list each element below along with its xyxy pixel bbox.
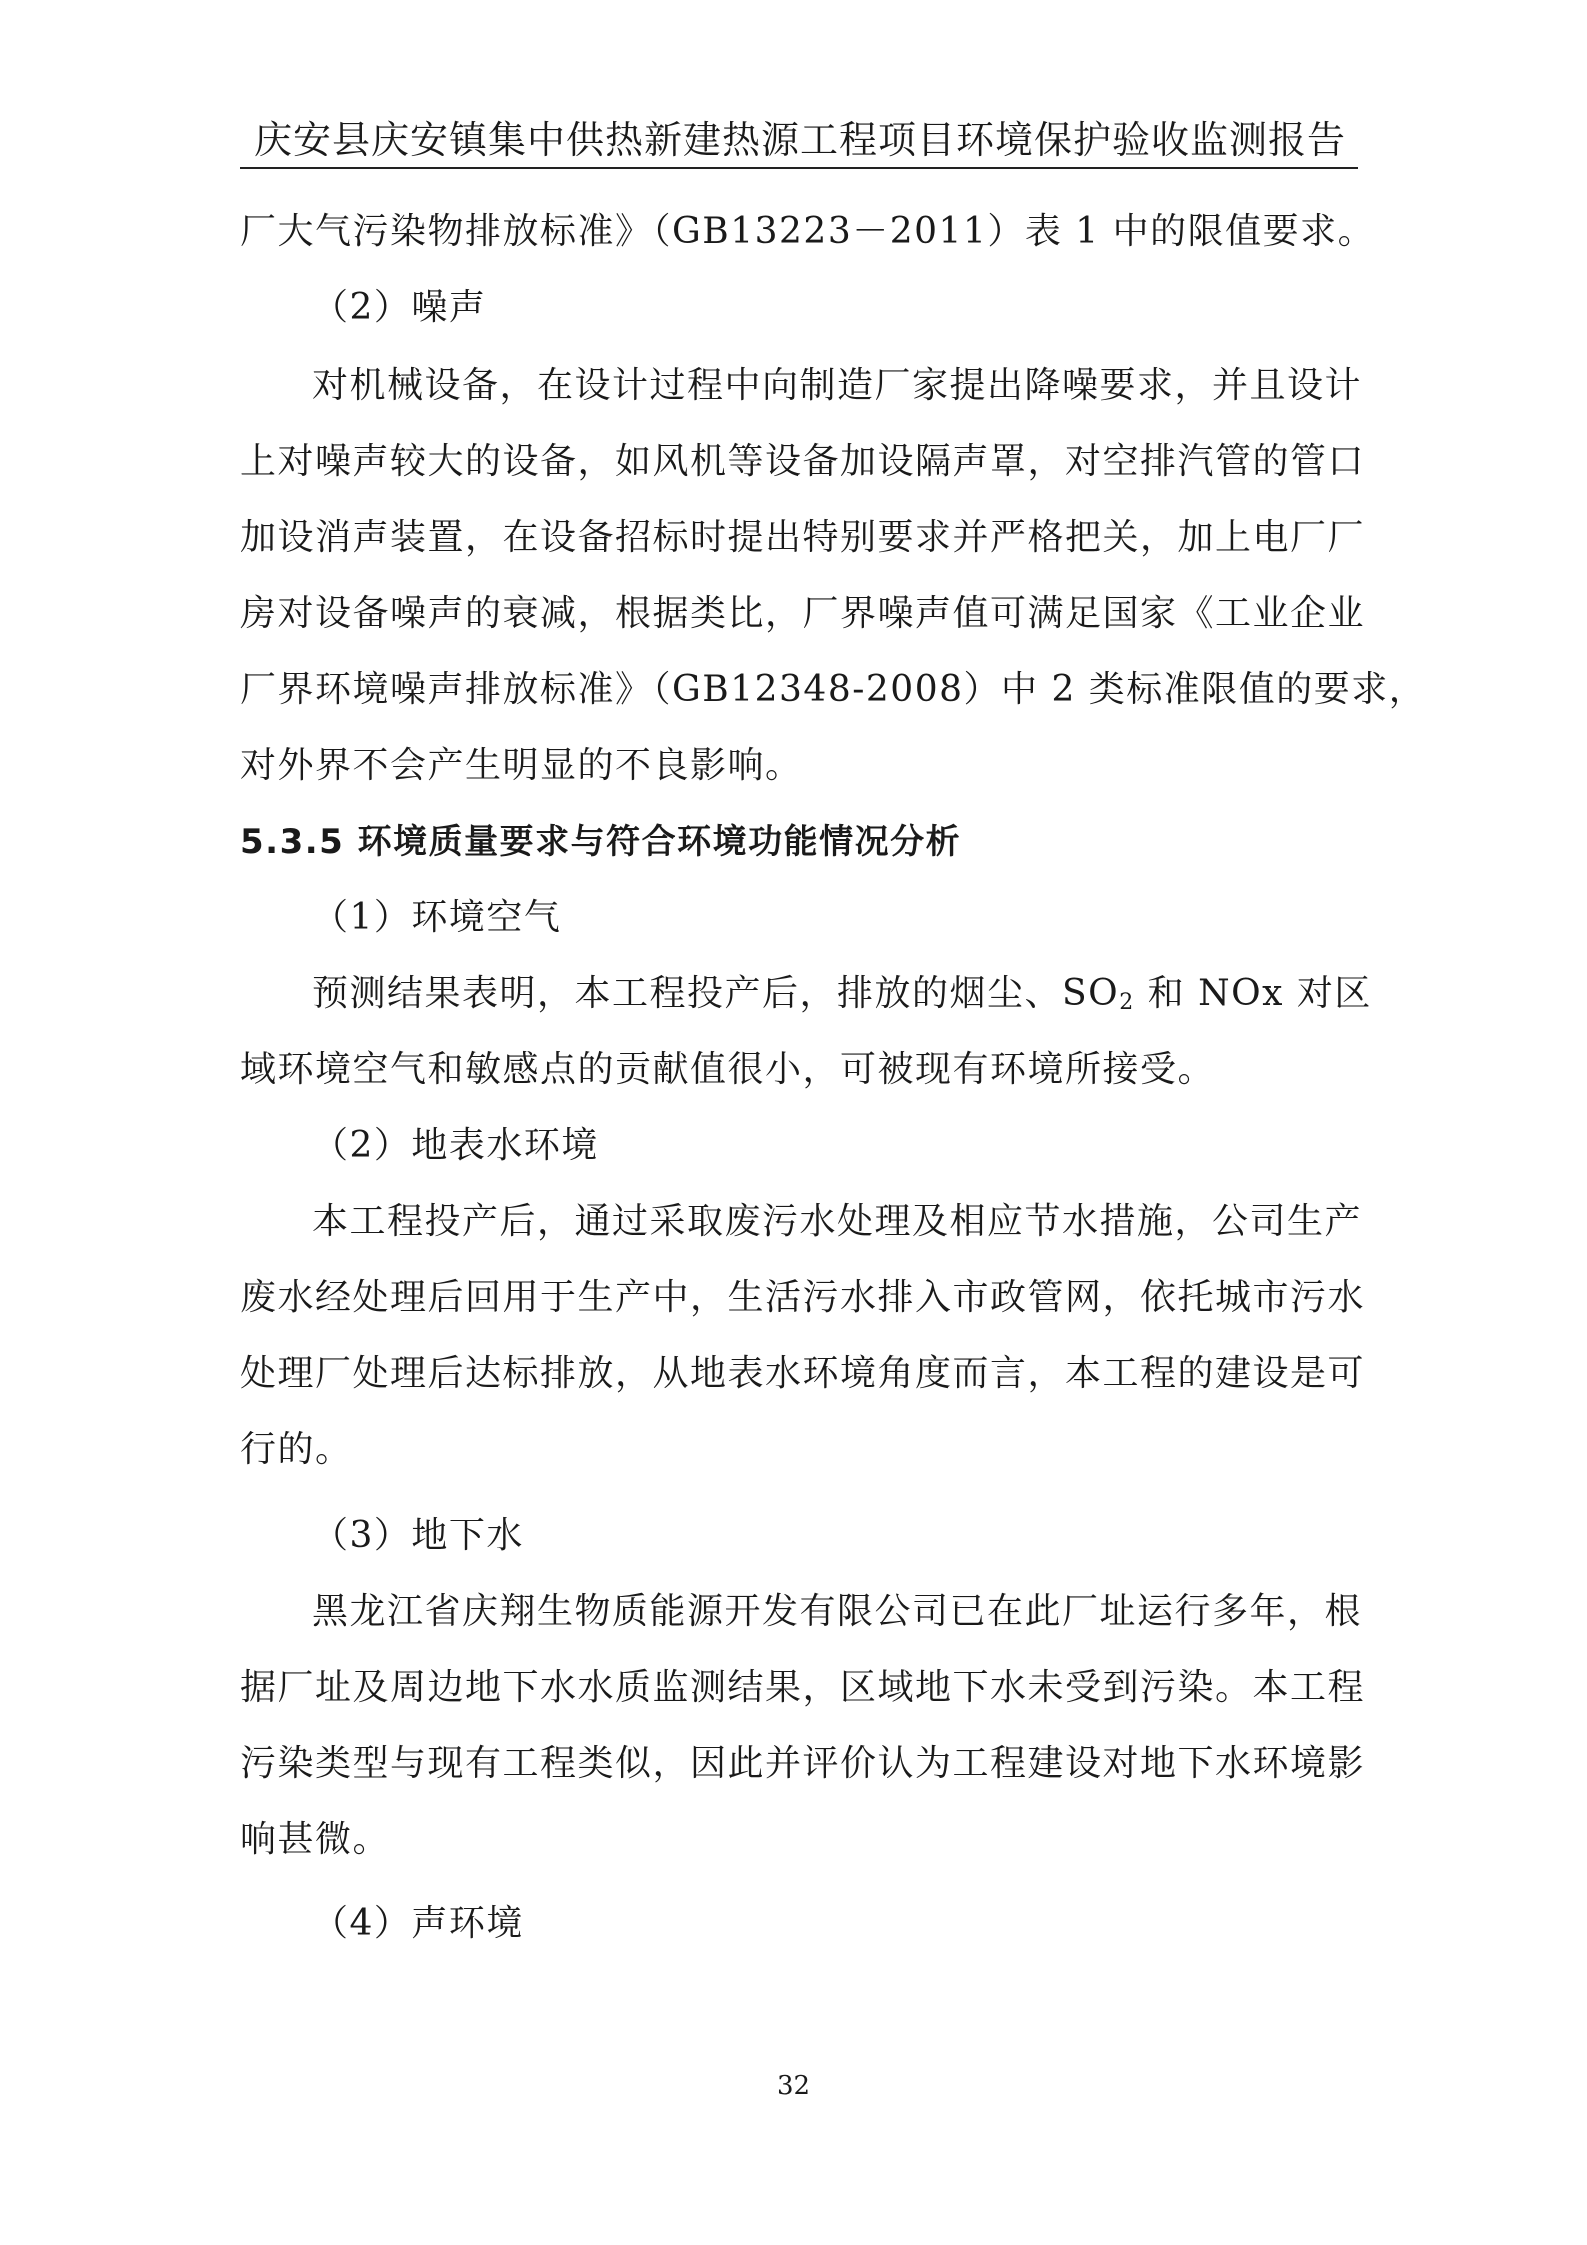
text-fragment: 预测结果表明，本工程投产后，排放的烟尘、SO xyxy=(312,973,1120,1014)
text-line: 处理厂处理后达标排放，从地表水环境角度而言，本工程的建设是可 xyxy=(240,1353,1366,1394)
text-line-air-1 xyxy=(312,968,1372,1029)
text-line: 加设消声装置，在设备招标时提出特别要求并严格把关，加上电厂厂 xyxy=(240,517,1366,558)
subheading-noise: （2）噪声 xyxy=(312,287,487,328)
text-line: 本工程投产后，通过采取废污水处理及相应节水措施，公司生产 xyxy=(312,1201,1363,1242)
text-line: 厂界环境噪声排放标准》（GB12348-2008）中 2 类标准限值的要求， xyxy=(240,669,1427,710)
text-line: 对外界不会产生明显的不良影响。 xyxy=(240,745,803,786)
text-line: 上对噪声较大的设备，如风机等设备加设隔声罩，对空排汽管的管口 xyxy=(240,441,1366,482)
subheading-air: （1）环境空气 xyxy=(312,897,562,938)
header-divider xyxy=(240,167,1358,169)
text-line: 对机械设备，在设计过程中向制造厂家提出降噪要求，并且设计 xyxy=(312,365,1363,406)
text-line: 响甚微。 xyxy=(240,1819,391,1860)
subheading-sound: （4）声环境 xyxy=(312,1903,524,1944)
text-line: 域环境空气和敏感点的贡献值很小，可被现有环境所接受。 xyxy=(240,1049,1216,1090)
text-line: 房对设备噪声的衰减，根据类比，厂界噪声值可满足国家《工业企业 xyxy=(240,593,1366,634)
text-line: 废水经处理后回用于生产中，生活污水排入市政管网，依托城市污水 xyxy=(240,1277,1366,1318)
subscript-2: 2 xyxy=(1119,990,1135,1015)
text-line: 污染类型与现有工程类似，因此并评价认为工程建设对地下水环境影 xyxy=(240,1743,1366,1784)
text-line: 黑龙江省庆翔生物质能源开发有限公司已在此厂址运行多年，根 xyxy=(312,1591,1363,1632)
subheading-surface-water: （2）地表水环境 xyxy=(312,1125,599,1166)
report-header-title: 庆安县庆安镇集中供热新建热源工程项目环境保护验收监测报告 xyxy=(253,118,1346,162)
text-fragment: 和 NOx 对区 xyxy=(1134,973,1372,1014)
text-line: 行的。 xyxy=(240,1429,353,1470)
text-line: 据厂址及周边地下水水质监测结果，区域地下水未受到污染。本工程 xyxy=(240,1667,1366,1708)
subheading-groundwater: （3）地下水 xyxy=(312,1515,524,1556)
page-number: 32 xyxy=(776,2071,811,2101)
text-line: 厂大气污染物排放标准》（GB13223－2011）表 1 中的限值要求。 xyxy=(240,211,1376,252)
section-heading: 5.3.5 环境质量要求与符合环境功能情况分析 xyxy=(240,822,962,862)
